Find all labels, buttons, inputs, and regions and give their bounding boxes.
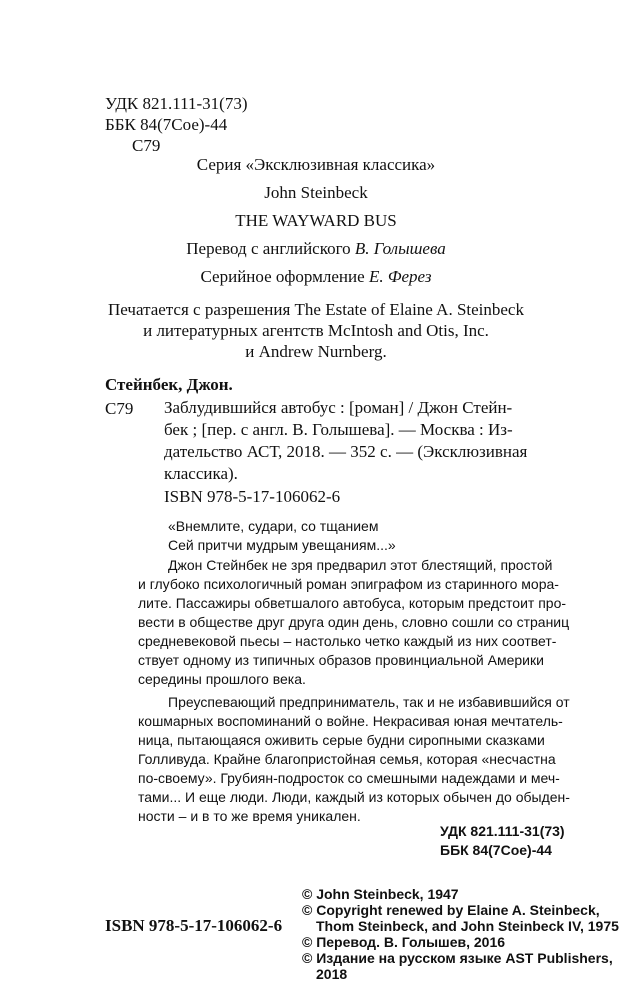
annotation-line: средневековой пьесы – настолько четко каждый из них соответ- (138, 633, 557, 649)
annotation-line: ница, пытающаяся оживить серые будни сиропными сказками (138, 732, 545, 748)
annotation-line: по-своему». Грубиян-подросток со смешными надеждами и меч- (138, 770, 560, 786)
original-author: John Steinbeck (264, 183, 368, 202)
epigraph-line: «Внемлите, судари, со тщанием (168, 518, 379, 534)
annotation-line: и глубоко психологичный роман эпиграфом из старинного мора- (138, 576, 559, 592)
copyright-line: 2018 (316, 966, 348, 982)
copyright-line: © John Steinbeck, 1947 (302, 886, 459, 902)
catalog-isbn: ISBN 978-5-17-106062-6 (164, 487, 341, 506)
catalog-entry (164, 397, 527, 485)
footer-codes (440, 822, 565, 860)
annotation-line: середины прошлого века. (138, 671, 306, 687)
epigraph-line: Сей притчи мудрым увещаниям...» (168, 537, 396, 553)
udk-code: УДК 821.111-31(73) (105, 94, 248, 113)
annotation-line: кошмарных воспоминаний о войне. Некрасивая юная мечтатель- (138, 713, 563, 729)
annotation-line: лите. Пассажиры обветшалого автобуса, которым предстоит про- (138, 595, 567, 611)
copyright-line: © Издание на русском языке AST Publishers, (302, 950, 613, 966)
annotation-line: ствует одному из типичных образов провинциальной Америки (138, 652, 544, 668)
translator-name: В. Голышева (354, 239, 446, 258)
copyright-line: © Copyright renewed by Elaine A. Steinbeck, (302, 902, 600, 918)
annotation-paragraph-1 (138, 556, 569, 689)
permission-line: и Andrew Nurnberg. (245, 342, 387, 361)
copyright-block (302, 886, 619, 982)
permission-block (0, 299, 632, 362)
permission-line: Печатается с разрешения The Estate of Elaine A. Steinbeck (108, 300, 524, 319)
translation-credit (0, 237, 632, 261)
original-title: THE WAYWARD BUS (235, 211, 397, 230)
catalog-entry-line: Заблудившийся автобус : [роман] / Джон Стейн- (164, 398, 513, 417)
catalog-entry-line: дательство АСТ, 2018. — 352 с. — (Эксклюзивная (164, 442, 528, 461)
annotation-line: Преуспевающий предприниматель, так и не избавившийся от (168, 694, 570, 710)
design-credit (0, 265, 632, 289)
annotation-line: тами... И еще люди. Люди, каждый из которых обычен до обыден- (138, 789, 570, 805)
catalog-sign: С79 (105, 399, 134, 418)
permission-line: и литературных агентств McIntosh and Otis, Inc. (143, 321, 489, 340)
catalog-heading: Стейнбек, Джон. (105, 375, 233, 394)
bbk-code: ББК 84(7Сое)-44 (105, 115, 228, 134)
designer-name: Е. Ферез (368, 267, 432, 286)
copyright-line: Thom Steinbeck, and John Steinbeck IV, 1975 (316, 918, 619, 934)
footer-udk: УДК 821.111-31(73) (440, 823, 565, 839)
catalog-entry-line: бек ; [пер. с англ. В. Голышева]. — Москва : Из- (164, 420, 513, 439)
annotation-line: Голливуда. Крайне благопристойная семья, которая «несчастна (138, 751, 556, 767)
translation-prefix: Перевод с английского (186, 239, 355, 258)
bottom-isbn: ISBN 978-5-17-106062-6 (105, 916, 283, 935)
copyright-line: © Перевод. В. Голышев, 2016 (302, 934, 506, 950)
annotation-line: вести в обществе друг друга один день, словно сошли со страниц (138, 614, 570, 630)
catalog-entry-line: классика). (164, 464, 238, 483)
design-prefix: Серийное оформление (200, 267, 369, 286)
footer-bbk: ББК 84(7Сое)-44 (440, 842, 552, 858)
annotation-line: Джон Стейнбек не зря предварил этот блестящий, простой (168, 557, 553, 573)
annotation-line: ности – и в то же время уникален. (138, 808, 361, 824)
series-title: Серия «Эксклюзивная классика» (196, 155, 436, 174)
author-sign: С79 (132, 136, 161, 155)
annotation-paragraph-2 (138, 693, 570, 826)
epigraph (168, 517, 396, 555)
